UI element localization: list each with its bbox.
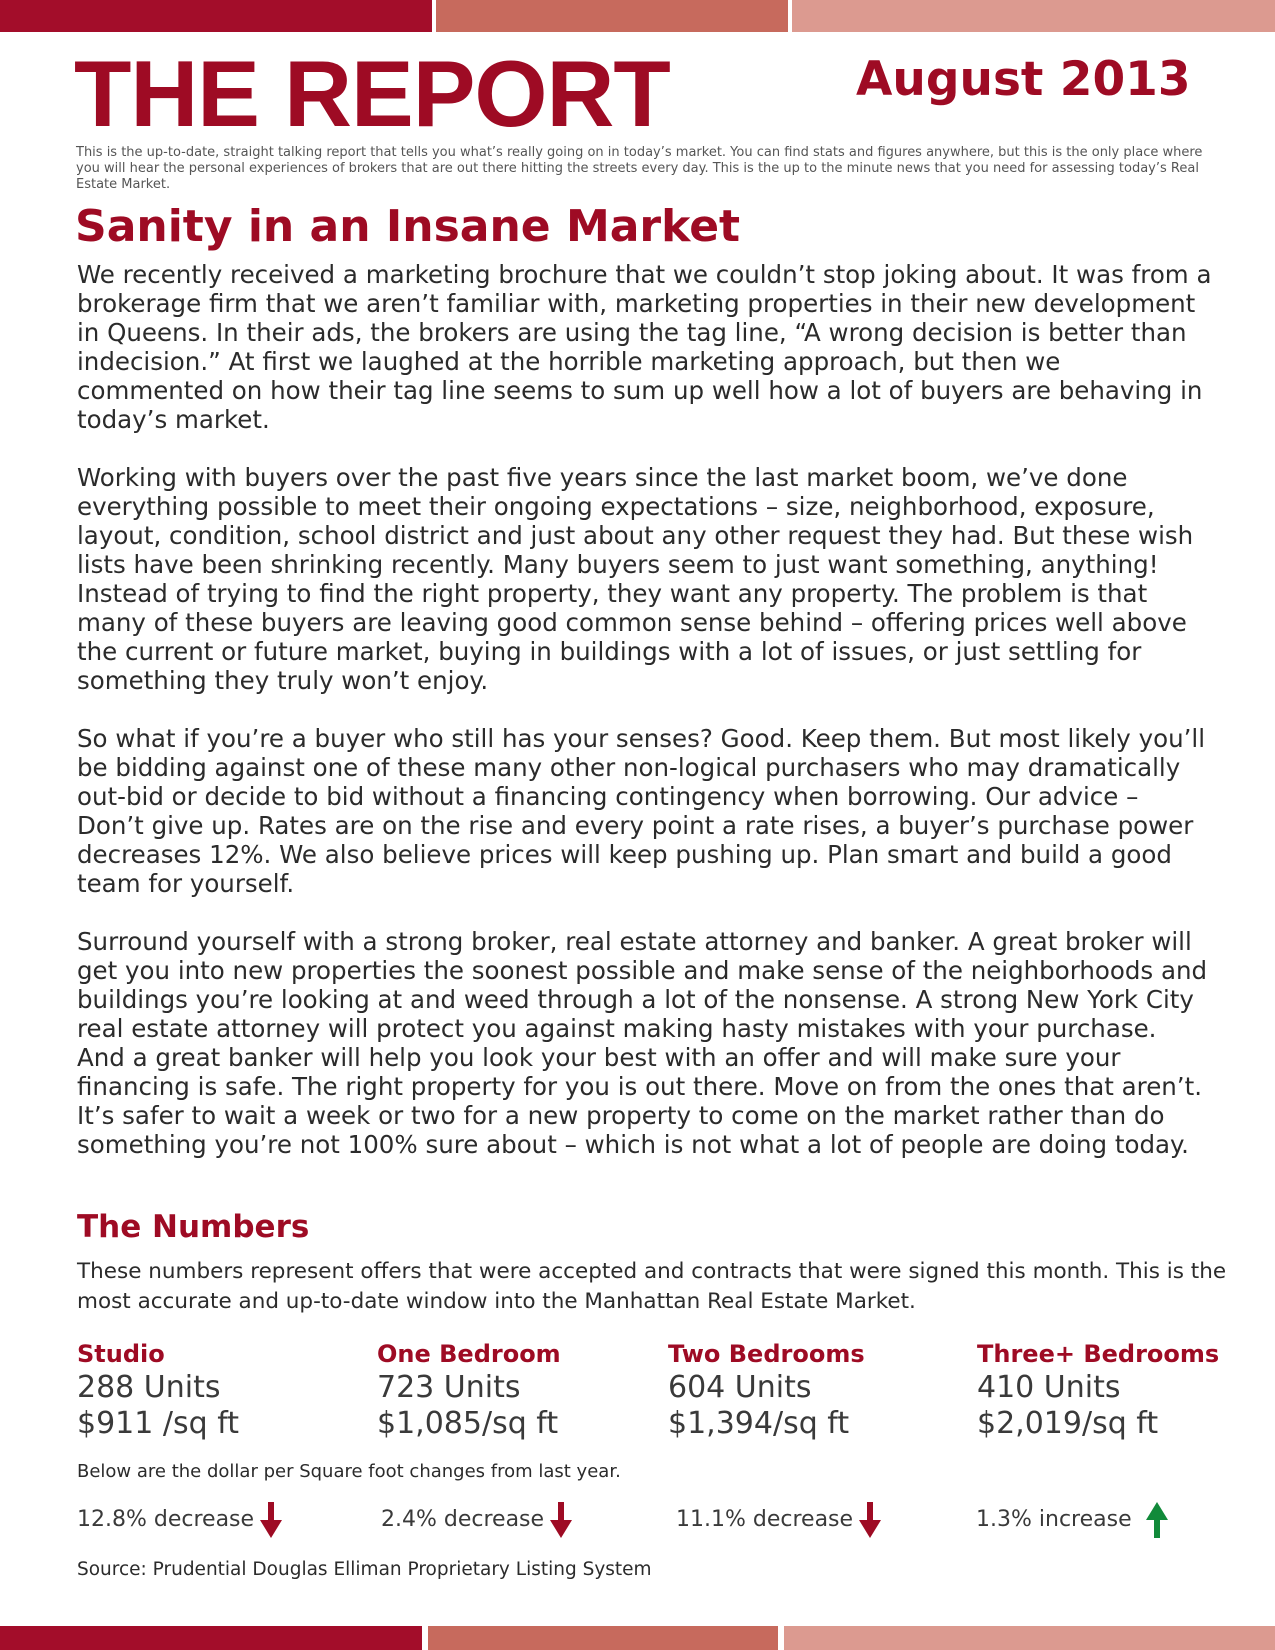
report-title: THE REPORT — [74, 41, 670, 146]
bottom-band-dark — [0, 1626, 422, 1650]
stat-label: Studio — [77, 1340, 165, 1368]
stat-label: Two Bedrooms — [668, 1340, 865, 1368]
stat-units: 723 Units — [377, 1370, 521, 1405]
source-text: Source: Prudential Douglas Elliman Proprietary Listing System — [77, 1559, 652, 1580]
stat-column-three-plus-bedrooms — [977, 1338, 1219, 1442]
numbers-description: These numbers represent offers that were accepted and contracts that were signed this month. This is the most accurate and up-to-date window into the Manhattan Real Estate Market. — [77, 1259, 1227, 1314]
article-paragraph-3: So what if you’re a buyer who still has your senses? Good. Keep them. But most likely you’ll be bidding against one of these many other non-logical purchasers who may dramatically out-bid or decide to bid without a financing contingency when borrowing. Our advice – Don’t give up. Rates are on the rise and every point a rate rises, a buyer’s purchase power decreases 12%. We also believe prices will keep pushing up. Plan smart and build a good team for yourself. — [77, 724, 1206, 898]
top-band-mid — [436, 0, 788, 32]
stat-price: $1,394/sq ft — [668, 1406, 850, 1441]
change-studio — [77, 1500, 282, 1540]
change-two-bedrooms — [676, 1500, 881, 1540]
stat-units: 288 Units — [77, 1370, 221, 1405]
report-date: August 2013 — [856, 52, 1191, 107]
stat-price: $911 /sq ft — [77, 1406, 239, 1441]
stat-column-two-bedrooms — [668, 1338, 865, 1442]
intro-text: This is the up-to-date, straight talking report that tells you what’s really going on in today’s market. You can find stats and figures anywhere, but this is the only place where you will hear the personal experiences of brokers that are out there hitting the streets every day. This is the up to the minute news that you need for assessing today’s Real Estate Market. — [76, 145, 1203, 192]
top-band-dark — [0, 0, 432, 32]
article-body — [77, 260, 1212, 1188]
top-band-light — [792, 0, 1275, 32]
arrow-up-icon — [1146, 1502, 1168, 1538]
article-paragraph-1: We recently received a marketing brochure that we couldn’t stop joking about. It was from a brokerage firm that we aren’t familiar with, marketing properties in their new development in Queens. In their ads, the brokers are using the tag line, “A wrong decision is better than indecision.” At first we laughed at the horrible marketing approach, but then we commented on how their tag line seems to sum up well how a lot of buyers are behaving in today’s market. — [77, 260, 1212, 434]
article-headline: Sanity in an Insane Market — [75, 201, 741, 252]
arrow-down-icon — [260, 1502, 282, 1538]
stat-price: $2,019/sq ft — [977, 1406, 1159, 1441]
arrow-down-icon — [550, 1502, 572, 1538]
article-paragraph-4: Surround yourself with a strong broker, real estate attorney and banker. A great broker will get you into new properties the soonest possible and make sense of the neighborhoods and buildings you’re looking at and weed through a lot of the nonsense. A strong New York City real estate attorney will protect you against making hasty mistakes with your purchase. And a great banker will help you look your best with an offer and will make sure your financing is safe. The right property for you is out there. Move on from the ones that aren’t. It’s safer to wait a week or two for a new property to come on the market rather than do something you’re not 100% sure about – which is not what a lot of people are doing today. — [77, 927, 1208, 1159]
change-three-plus-bedrooms — [976, 1500, 1168, 1540]
stat-price: $1,085/sq ft — [377, 1406, 559, 1441]
change-text: 11.1% decrease — [676, 1507, 854, 1532]
bottom-band-mid — [428, 1626, 778, 1650]
stat-label: One Bedroom — [377, 1340, 561, 1368]
stat-column-studio — [77, 1338, 239, 1442]
change-note: Below are the dollar per Square foot changes from last year. — [77, 1461, 621, 1482]
change-text: 1.3% increase — [976, 1507, 1132, 1532]
numbers-heading: The Numbers — [77, 1209, 310, 1245]
bottom-band-light — [784, 1626, 1275, 1650]
stat-column-one-bedroom — [377, 1338, 561, 1442]
arrow-down-icon — [859, 1502, 881, 1538]
change-one-bedroom — [381, 1500, 572, 1540]
article-paragraph-2: Working with buyers over the past five years since the last market boom, we’ve done everything possible to meet their ongoing expectations – size, neighborhood, exposure, layout, condition, school district and just about any other request they had. But these wish lists have been shrinking recently. Many buyers seem to just want something, anything! Instead of trying to find the right property, they want any property. The problem is that many of these buyers are leaving good common sense behind – offering prices well above the current or future market, buying in buildings with a lot of issues, or just settling for something they truly won’t enjoy. — [77, 463, 1194, 695]
stat-units: 604 Units — [668, 1370, 812, 1405]
change-text: 2.4% decrease — [381, 1507, 545, 1532]
stat-label: Three+ Bedrooms — [977, 1340, 1220, 1368]
stat-units: 410 Units — [977, 1370, 1121, 1405]
change-text: 12.8% decrease — [77, 1507, 255, 1532]
